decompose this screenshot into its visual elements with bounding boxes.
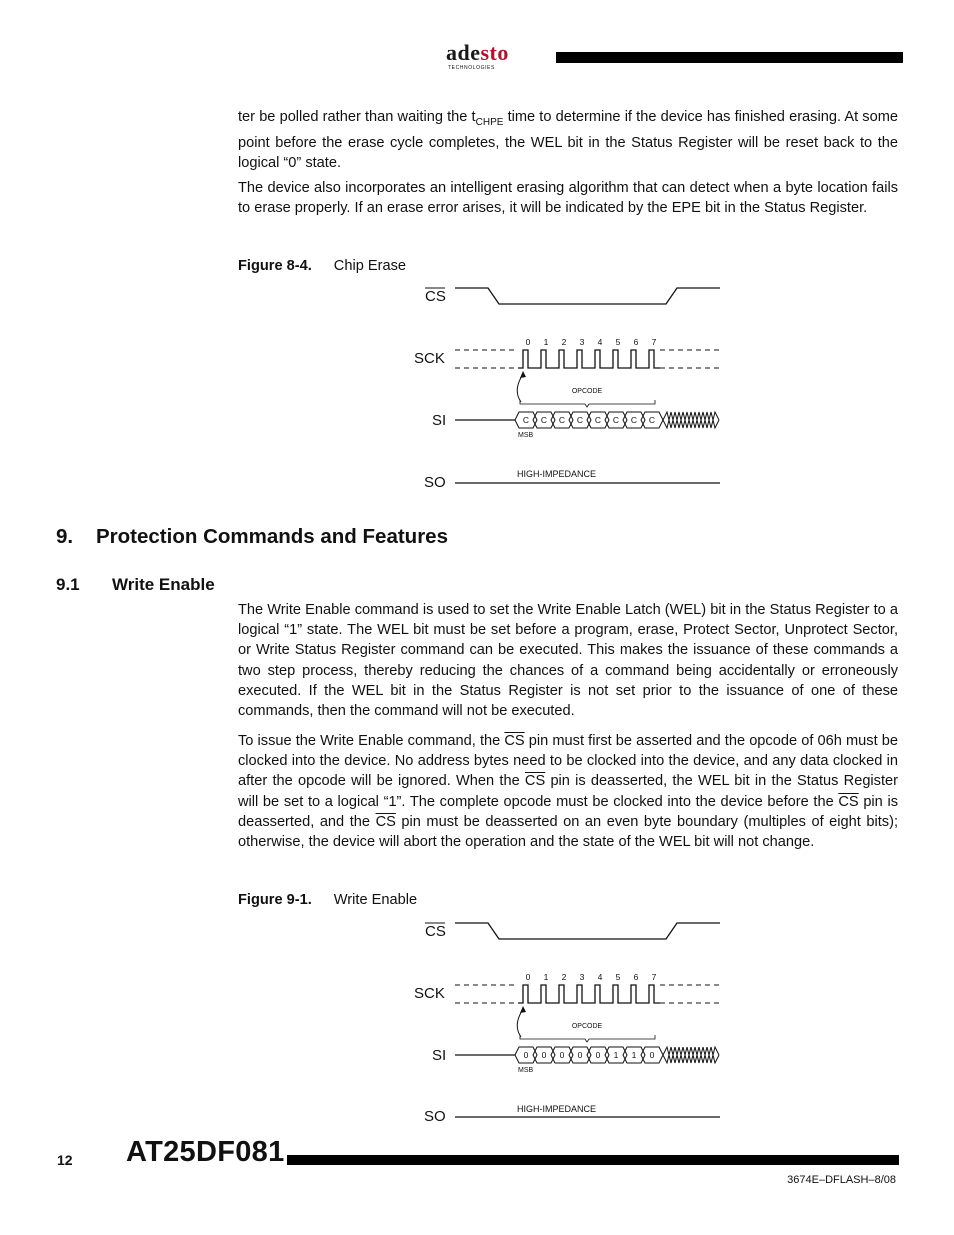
si-bit-value: C — [630, 415, 638, 425]
sck-clock-pulses — [518, 985, 660, 1003]
opcode-label: OPCODE — [571, 1023, 603, 1030]
si-bit-value: 1 — [631, 1050, 637, 1060]
we-p2-text-d: pin is deasserted, and the — [238, 793, 898, 830]
adesto-logo — [446, 42, 536, 76]
clock-number-labels — [526, 972, 657, 982]
tchpe-subscript: CHPE — [475, 116, 504, 128]
si-bit-value: 0 — [577, 1050, 583, 1060]
clock-number: 7 — [651, 337, 657, 347]
si-bit-value: C — [576, 415, 584, 425]
so-high-impedance-label: HIGH-IMPEDANCE — [517, 469, 597, 479]
clock-number: 2 — [561, 972, 567, 982]
sampling-edge-arrowhead — [520, 1006, 526, 1013]
clock-number: 3 — [579, 972, 585, 982]
so-label: SO — [424, 1108, 446, 1125]
cs-label: CS — [425, 288, 446, 305]
clock-number: 4 — [597, 972, 603, 982]
figure-8-4-timing-diagram — [400, 278, 740, 498]
clock-number: 5 — [615, 972, 621, 982]
clock-number: 2 — [561, 337, 567, 347]
cs-waveform — [455, 288, 720, 304]
clock-number: 1 — [543, 337, 549, 347]
clock-number: 3 — [579, 337, 585, 347]
header-bar — [556, 52, 903, 63]
sampling-edge-arrowhead — [520, 371, 526, 378]
clock-number: 5 — [615, 337, 621, 347]
figure-9-1-label: Figure 9-1. — [238, 892, 312, 908]
we-p2-text-b: pin must first be asserted and the opcode of 06h must be clocked into the device. No address bytes need to be clocked into the device, and any data clocked in after the opcode will be ignored. When the — [238, 733, 898, 790]
clock-number: 6 — [633, 337, 639, 347]
so-label: SO — [424, 474, 446, 491]
cs-overline-text: $\overline{CS}$ — [838, 793, 859, 810]
document-code: 3674E–DFLASH–8/08 — [787, 1174, 896, 1186]
si-label: SI — [432, 412, 447, 429]
si-bit-value: C — [540, 415, 548, 425]
logo-text-main: ade — [446, 40, 481, 65]
clock-number: 0 — [525, 337, 531, 347]
si-dont-care-region — [663, 1047, 719, 1063]
intro-paragraph-2: The device also incorporates an intelligent erasing algorithm that can detect when a byte location fails to erase properly. If an erase error arises, it will be indicated by the EPE bit in the Status Register. — [238, 180, 898, 217]
si-bit-value: 0 — [649, 1050, 655, 1060]
opcode-brace — [520, 1035, 655, 1042]
we-p2-text-e: pin must be deasserted on an even byte boundary (multiples of eight bits); otherwise, the device will abort the operation and the state of the WEL bit will not change. — [238, 813, 899, 851]
cs-overline-text: $\overline{CS}$ — [375, 813, 396, 830]
sck-label: SCK — [414, 350, 445, 367]
intro-p1-text-b: time to determine if the device has finished erasing. At some point before the erase cycle completes, the WEL bit in the Status Register will be reset back to the logical “0” state. — [238, 109, 898, 172]
so-high-impedance-label: HIGH-IMPEDANCE — [517, 1104, 597, 1114]
si-bit-value: 0 — [523, 1050, 529, 1060]
figure-9-1-timing-diagram — [400, 913, 740, 1133]
si-bit-cells — [515, 412, 663, 428]
figure-9-1-caption — [238, 892, 417, 908]
clock-number: 4 — [597, 337, 603, 347]
intro-p1-text-a: ter be polled rather than waiting the t — [238, 109, 476, 125]
clock-number: 0 — [525, 972, 531, 982]
si-bit-value: 1 — [613, 1050, 619, 1060]
write-enable-paragraph-1: The Write Enable command is used to set the Write Enable Latch (WEL) bit in the Status Register to a logical “1” state. The WEL bit must be set before a program, erase, Protect Sector, Unprotect Sector, or Write Status Register command can be executed. This makes the issuance of these commands a two step process, thereby reducing the chances of a command being accidentally or erroneously executed. If the WEL bit in the Status Register is not set prior to the issuance of one of these commands, then the command will not be executed. — [238, 602, 898, 720]
msb-label: MSB — [518, 1067, 534, 1074]
cs-waveform — [455, 923, 720, 939]
si-bit-value: C — [648, 415, 656, 425]
clock-number: 7 — [651, 972, 657, 982]
section-9-1-title: Write Enable — [112, 575, 215, 594]
sck-label: SCK — [414, 985, 445, 1002]
cs-overline-text: $\overline{CS}$ — [524, 773, 546, 790]
section-9-1-number: 9.1 — [56, 575, 80, 594]
we-p2-text-a: To issue the Write Enable command, the — [238, 733, 505, 749]
sampling-edge-arrow — [517, 1009, 523, 1037]
si-bit-value: 0 — [595, 1050, 601, 1060]
sampling-edge-arrow — [517, 374, 523, 402]
si-bit-value: 0 — [541, 1050, 547, 1060]
logo-subtext: TECHNOLOGIES — [448, 65, 495, 71]
si-bit-cells — [515, 1047, 663, 1063]
figure-8-4-caption — [238, 258, 406, 274]
footer-bar — [287, 1155, 899, 1165]
we-p2-text-c: pin is deasserted, the WEL bit in the Status Register will be set to a logical “1”. The complete opcode must be clocked into the device before the — [238, 773, 898, 810]
figure-8-4-title: Chip Erase — [333, 258, 406, 274]
intro-paragraph-1 — [238, 107, 898, 174]
cs-overline-text: $\overline{CS}$ — [504, 733, 525, 749]
section-9-1-heading — [56, 575, 215, 595]
si-dont-care-region — [663, 412, 719, 428]
opcode-brace — [520, 400, 655, 407]
section-9-title: Protection Commands and Features — [96, 525, 448, 548]
si-bit-value: C — [594, 415, 602, 425]
si-bit-value: 0 — [559, 1050, 565, 1060]
si-bit-value: C — [612, 415, 620, 425]
figure-9-1-title: Write Enable — [333, 892, 418, 908]
write-enable-paragraph-2 — [238, 731, 898, 852]
clock-number: 1 — [543, 972, 549, 982]
si-bit-value: C — [558, 415, 566, 425]
opcode-label: OPCODE — [571, 388, 603, 395]
si-bit-value: C — [522, 415, 530, 425]
section-9-number: 9. — [56, 525, 74, 548]
sck-clock-pulses — [518, 350, 660, 368]
cs-label: CS — [425, 923, 446, 940]
figure-8-4-label: Figure 8-4. — [238, 258, 312, 274]
si-label: SI — [432, 1047, 447, 1064]
msb-label: MSB — [518, 432, 534, 439]
product-title: AT25DF081 — [126, 1136, 285, 1168]
logo-text-accent: sto — [480, 40, 509, 65]
clock-number-labels — [526, 337, 657, 347]
page-number: 12 — [57, 1152, 73, 1168]
section-9-heading — [56, 525, 448, 549]
clock-number: 6 — [633, 972, 639, 982]
